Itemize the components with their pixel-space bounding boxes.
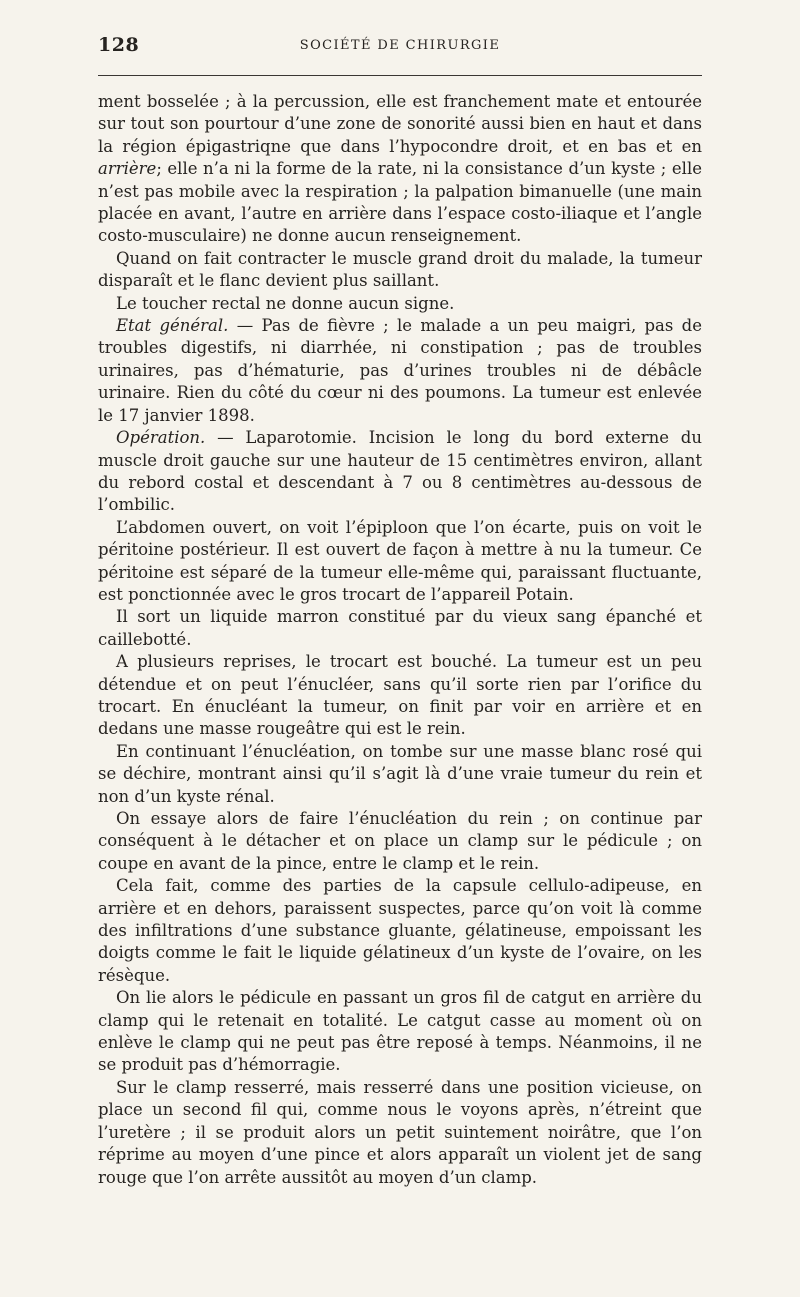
- body-text: [98, 91, 702, 1189]
- page-header: [98, 34, 702, 64]
- paragraph-text: ment bosselée ; à la percussion, elle est franchement mate et entourée sur tout son pourtour d’une zone de sonorité aussi bien en haut et dans la région épigastriqne que dans l’hypocondre droit, et en bas et en: [98, 92, 702, 156]
- paragraph-text: Sur le clamp resserré, mais resserré dans une position vicieuse, on place un second fil qui, comme nous le voyons après, n’étreint que l’uretère ; il se produit alors un petit suintement noirâtre, que l’on réprime au moyen d’une pince et alors apparaît un violent jet de sang rouge que l’on arrête aussitôt au moyen d’un clamp.: [98, 1077, 702, 1187]
- paragraph-text: — Pas de fièvre ; le malade a un peu maigri, pas de troubles digestifs, ni diarrhée, ni constipation ; pas de troubles urinaires, pas d’hématurie, pas d’urines troubles ni de débâcle urinaire. Rien du côté du cœur ni des poumons. La tumeur est enlevée le 17 janvier 1898.: [98, 316, 702, 425]
- paragraph: [98, 91, 702, 248]
- paragraph: [98, 875, 702, 987]
- paragraph-text: Le toucher rectal ne donne aucun signe.: [116, 293, 455, 313]
- paragraph: [98, 248, 702, 293]
- paragraph: [98, 1077, 702, 1189]
- paragraph: [98, 808, 702, 875]
- paragraph-text: A plusieurs reprises, le trocart est bouché. La tumeur est un peu détendue et on peut l’énucléer, sans qu’il sorte rien par l’orifice du trocart. En énucléant la tumeur, on finit par voir en arrière et en dedans une masse rougeâtre qui est le rein.: [98, 652, 702, 739]
- section-lead: Etat général.: [116, 316, 229, 336]
- paragraph: [98, 427, 702, 517]
- paragraph-text: Quand on fait contracter le muscle grand droit du malade, la tumeur disparaît et le flanc devient plus saillant.: [98, 248, 702, 291]
- paragraph: [98, 987, 702, 1077]
- paragraph: [98, 651, 702, 741]
- page-number: 128: [98, 34, 140, 56]
- paragraph-text: En continuant l’énucléation, on tombe sur une masse blanc rosé qui se déchire, montrant ainsi qu’il s’agit là d’une vraie tumeur du rein et non d’un kyste rénal.: [98, 741, 702, 806]
- paragraph-tail: ; elle n’a ni la forme de la rate, ni la consistance d’un kyste ; elle n’est pas mobile avec la respiration ; la palpation bimanuelle (une main placée en avant, l’autre en arrière dans l’espace costo-iliaque et l’angle costo-musculaire) ne donne aucun renseignement.: [98, 159, 702, 246]
- paragraph-text: Cela fait, comme des parties de la capsule cellulo-adipeuse, en arrière et en dehors, paraissent suspectes, parce qu’on voit là comme des infiltrations d’une substance gluante, gélatineuse, empoissant les doigts comme le fait le liquide gélatineux d’un kyste de l’ovaire, on les résèque.: [98, 876, 702, 985]
- paragraph-text: Il sort un liquide marron constitué par du vieux sang épanché et caillebotté.: [98, 607, 702, 649]
- paragraph-text: On essaye alors de faire l’énucléation du rein ; on continue par conséquent à le détacher et on place un clamp sur le pédicule ; on coupe en avant de la pince, entre le clamp et le rein.: [98, 809, 702, 873]
- running-head: SOCIÉTÉ DE CHIRURGIE: [299, 38, 501, 53]
- paragraph: [98, 606, 702, 651]
- paragraph-text: — Laparotomie. Incision le long du bord externe du muscle droit gauche sur une hauteur de 15 centimètres environ, allant du rebord costal et descendant à 7 ou 8 centimètres au-dessous de l’ombilic.: [98, 428, 702, 515]
- header-rule: [98, 75, 702, 76]
- paragraph: [98, 517, 702, 607]
- paragraph-text: On lie alors le pédicule en passant un gros fil de catgut en arrière du clamp qui le retenait en totalité. Le catgut casse au moment où on enlève le clamp qui ne peut pas être reposé à temps. Néanmoins, il ne se produit pas d’hémorragie.: [98, 988, 702, 1075]
- paragraph: [98, 293, 702, 315]
- paragraph: [98, 741, 702, 808]
- section-lead: Opération.: [116, 428, 206, 448]
- emphasis: arrière: [98, 159, 157, 179]
- paragraph: [98, 315, 702, 427]
- paragraph-text: L’abdomen ouvert, on voit l’épiploon que l’on écarte, puis on voit le péritoine postérieur. Il est ouvert de façon à mettre à nu la tumeur. Ce péritoine est séparé de la tumeur elle-même qui, paraissant fluctuante, est ponctionnée avec le gros trocart de l’appareil Potain.: [98, 517, 702, 604]
